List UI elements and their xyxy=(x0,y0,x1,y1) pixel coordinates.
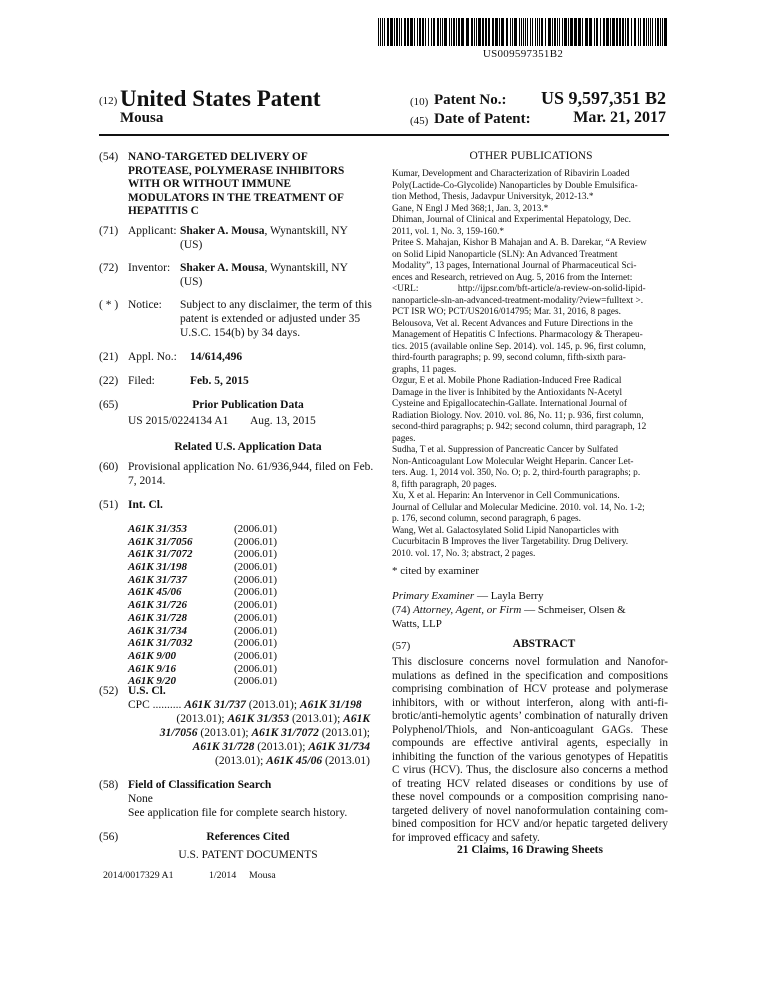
publication-line: Wang, Wet al. Galactosylated Solid Lipid Nanoparticles with xyxy=(392,525,619,536)
refs-heading: References Cited xyxy=(206,831,290,843)
int-cl-row xyxy=(128,548,368,561)
publication-line: Management of Hepatitis C Infections. Pharmacology & Therapeu- xyxy=(392,330,643,340)
int-cl-version: (2006.01) xyxy=(234,599,278,612)
barcode-bar xyxy=(514,18,517,46)
barcode-bar xyxy=(662,18,663,46)
barcode-bar xyxy=(655,18,656,46)
int-cl-row xyxy=(128,637,368,650)
barcode-bar xyxy=(478,18,481,46)
barcode-bar xyxy=(449,18,450,46)
publication-line: Pritee S. Mahajan, Kishor B Mahajan and A. B. Darekar, “A Review xyxy=(392,238,647,248)
barcode-bar xyxy=(485,18,487,46)
applicant-label: Applicant: xyxy=(128,225,177,237)
int-cl-row xyxy=(128,625,368,638)
us-cl-line-3: 31/7056 (2013.01); A61K 31/7072 (2013.01); xyxy=(159,727,370,739)
barcode-bar xyxy=(488,18,490,46)
int-cl-code-value: A61K 31/728 xyxy=(128,611,187,624)
patent-title-header: United States Patent xyxy=(120,86,321,111)
related-heading: Related U.S. Application Data xyxy=(174,441,322,453)
filed-code: (22) xyxy=(99,375,119,387)
filed-label: Filed: xyxy=(128,375,155,387)
barcode-bar xyxy=(382,18,383,46)
barcode-bar xyxy=(471,18,473,46)
barcode-bar xyxy=(612,18,615,46)
barcode-bar xyxy=(634,18,636,46)
int-cl-row xyxy=(128,663,368,676)
barcode-bar xyxy=(545,18,546,46)
int-cl-row xyxy=(128,536,368,549)
barcode-bar xyxy=(537,18,538,46)
barcode-bar xyxy=(557,18,558,46)
barcode-bar xyxy=(650,18,651,46)
int-cl-list xyxy=(128,523,368,688)
barcode-bar xyxy=(603,18,605,46)
primary-examiner: Primary Examiner — Layla Berry xyxy=(392,590,544,602)
patent-doc-number: 2014/0017329 A1 xyxy=(103,870,174,881)
barcode-bar xyxy=(596,18,598,46)
barcode-bar xyxy=(527,18,528,46)
barcode-bar xyxy=(660,18,661,46)
invention-title: NANO-TARGETED DELIVERY OF PROTEASE, POLYMERASE INHIBITORS WITH OR WITHOUT IMMUNE MODULATORS IN THE TREATMENT OF HEPATITIS C xyxy=(128,151,345,217)
cited-by-examiner: * cited by examiner xyxy=(392,565,480,577)
barcode-bar xyxy=(482,18,484,46)
barcode-bar xyxy=(437,18,439,46)
publication-line: second-third paragraphs; p. 942; second column, third paragraph, 12 xyxy=(392,422,647,432)
publication-line: Cysteine and Epigallocatechin-Gallate. International Journal of xyxy=(392,399,627,409)
publication-line: Xu, X et al. Heparin: An Intervenor in Cell Communications. xyxy=(392,491,620,501)
int-cl-version: (2006.01) xyxy=(234,561,278,574)
barcode-bar xyxy=(589,18,592,46)
header-inventor: Mousa xyxy=(120,110,164,126)
publication-line: Ozgur, E et al. Mobile Phone Radiation-Induced Free Radical xyxy=(392,376,622,386)
barcode-bar xyxy=(433,18,435,46)
publication-line: pages. xyxy=(392,433,416,444)
publication-line: Kumar, Development and Characterization of Ribavirin Loaded xyxy=(392,169,630,179)
barcode-bar xyxy=(444,18,447,46)
barcode-bar xyxy=(539,18,540,46)
barcode-bar xyxy=(492,18,494,46)
publication-line: Gane, N Engl J Med 368;1, Jan. 3, 2013.* xyxy=(392,203,549,214)
barcode-bar xyxy=(442,18,443,46)
inventor-code: (72) xyxy=(99,262,119,274)
filed-date: Feb. 5, 2015 xyxy=(190,375,249,387)
code-12: (12) xyxy=(99,95,118,107)
publication-line: PCT ISR WO; PCT/US2016/014795; Mar. 31, 2016, 8 pages. xyxy=(392,307,621,317)
int-cl-code: (51) xyxy=(99,499,119,511)
abstract-text: This disclosure concerns novel formulation and Nanofor-mulations as defined in the specification and compositions comprising combination of HCV protease and polymerase inhibitors, with or without interferon, along with anti-fi-brotic/anti-hemolytic agents’ combination of naturally driven Polyphenol/Thiols, and Non-anticoagulant GAGs. These compounds are effective antiviral agents, especially in inhibiting the function of the various genotypes of Hepatitis C virus (HCV). Thus, the disclosure also concerns a method of treating HCV related diseases or conditions by use of these novel compounds or a composition comprising nano-targeted delivery of novel nanoformulation containing com-bined composition for HCV and/or hepatic targeted delivery for improved efficacy and safety. xyxy=(392,656,668,844)
date-label: Date of Patent: xyxy=(434,111,531,127)
barcode-bar xyxy=(646,18,647,46)
barcode-bar xyxy=(476,18,477,46)
int-cl-row xyxy=(128,612,368,625)
barcode-bar xyxy=(417,18,418,46)
barcode-bar xyxy=(564,18,567,46)
prior-heading: Prior Publication Data xyxy=(192,399,304,411)
barcode-bar xyxy=(568,18,569,46)
int-cl-label: Int. Cl. xyxy=(128,499,163,511)
publication-line: Damage in the liver is Inhibited by the Antioxidants N-Acetyl xyxy=(392,387,623,398)
prior-date: Aug. 13, 2015 xyxy=(250,415,316,427)
barcode-bar xyxy=(664,18,667,46)
barcode xyxy=(378,18,668,46)
publication-line: Sudha, T et al. Suppression of Pancreatic Cancer by Sulfated xyxy=(392,445,619,455)
prior-code: (65) xyxy=(99,399,119,411)
publication-line: nanoparticle-sln-an-advanced-treatment-modality/?view=fulltext >. xyxy=(392,295,644,306)
title-code: (54) xyxy=(99,151,119,163)
publication-line: on Solid Lipid Nanoparticle (SLN): An Advanced Treatment xyxy=(392,249,618,260)
us-cl-line-1: CPC .......... A61K 31/737 (2013.01); A61K 31/198 xyxy=(128,699,362,711)
prior-pub: US 2015/0224134 A1 xyxy=(128,415,229,427)
publication-line: Modality”, 13 pages, International Journal of Pharmaceutical Sci- xyxy=(392,261,637,271)
appl-label: Appl. No.: xyxy=(128,351,177,363)
barcode-bar xyxy=(610,18,611,46)
header-rule xyxy=(99,134,669,136)
int-cl-version: (2006.01) xyxy=(234,611,278,624)
int-cl-code-value: A61K 45/06 xyxy=(128,586,182,599)
int-cl-version: (2006.01) xyxy=(234,649,278,662)
publication-line: ters. Aug. 1, 2014 vol. 350, No. O; p. 2, third-fourth paragraphs; p. xyxy=(392,468,641,478)
publication-line: <URL: http://ijpsr.com/bft-article/a-review-on-solid-lipid- xyxy=(392,284,646,294)
barcode-bar xyxy=(530,18,531,46)
int-cl-version: (2006.01) xyxy=(234,548,278,561)
barcode-bar xyxy=(657,18,659,46)
publication-line: 2011, vol. 1, No. 3, 159-160.* xyxy=(392,226,504,237)
publication-line: graphs, 11 pages. xyxy=(392,364,457,375)
barcode-bar xyxy=(541,18,543,46)
field-search-code: (58) xyxy=(99,779,119,791)
barcode-bar xyxy=(407,18,409,46)
int-cl-code-value: A61K 9/00 xyxy=(128,649,176,662)
int-cl-code-value: A61K 31/7056 xyxy=(128,535,193,548)
inventor-country: (US) xyxy=(180,276,203,288)
us-cl-label: U.S. Cl. xyxy=(128,685,166,697)
applicant-code: (71) xyxy=(99,225,119,237)
int-cl-row xyxy=(128,650,368,663)
barcode-bar xyxy=(652,18,653,46)
barcode-bar xyxy=(394,18,395,46)
barcode-bar xyxy=(440,18,441,46)
patent-no-label: Patent No.: xyxy=(434,92,507,108)
int-cl-version: (2006.01) xyxy=(234,535,278,548)
barcode-bar xyxy=(419,18,421,46)
publication-line: Journal of Cellular and Molecular Medicine. 2010. vol. 14, No. 1-2; xyxy=(392,502,645,513)
barcode-bar xyxy=(578,18,581,46)
int-cl-code-value: A61K 31/737 xyxy=(128,573,187,586)
int-cl-version: (2006.01) xyxy=(234,675,278,688)
publication-line: tics. 2015 (available online Sep. 2014). vol. 145, p. 96, first column, xyxy=(392,341,646,352)
barcode-bar xyxy=(458,18,460,46)
claims-summary: 21 Claims, 16 Drawing Sheets xyxy=(457,844,603,856)
barcode-bar xyxy=(627,18,629,46)
code-10: (10) xyxy=(410,96,429,108)
int-cl-code-value: A61K 31/198 xyxy=(128,561,187,574)
barcode-bar xyxy=(499,18,500,46)
int-cl-row xyxy=(128,561,368,574)
barcode-bar xyxy=(431,18,432,46)
code-45: (45) xyxy=(410,115,429,127)
notice-label: Notice: xyxy=(128,299,162,311)
abstract-heading: ABSTRACT xyxy=(512,638,576,650)
patent-date: Mar. 21, 2017 xyxy=(573,109,666,126)
barcode-bar xyxy=(461,18,464,46)
patent-number: US 9,597,351 B2 xyxy=(540,88,666,108)
applicant-value: Shaker A. Mousa, Wynantskill, NY xyxy=(180,225,348,237)
int-cl-code-value: A61K 9/20 xyxy=(128,675,176,688)
publication-line: third-fourth paragraphs; p. 99, second column, fifth-sixth para- xyxy=(392,353,626,363)
barcode-bar xyxy=(378,18,379,46)
attorney: (74) Attorney, Agent, or Firm — Schmeiser, Olsen & Watts, LLP xyxy=(392,604,626,630)
int-cl-version: (2006.01) xyxy=(234,662,278,675)
us-cl-code: (52) xyxy=(99,685,119,697)
barcode-bar xyxy=(456,18,457,46)
publication-line: 8, fifth paragraph, 20 pages. xyxy=(392,479,497,490)
barcode-bar xyxy=(562,18,563,46)
publication-line: Poly(Lactide-Co-Glycolide) Nanoparticles by Double Emulsifica- xyxy=(392,180,638,191)
barcode-bar xyxy=(396,18,398,46)
publication-line: Non-Anticoagulant Low Molecular Weight Heparin. Cancer Let- xyxy=(392,456,634,467)
inventor-value: Shaker A. Mousa, Wynantskill, NY xyxy=(180,262,348,274)
barcode-bar xyxy=(453,18,455,46)
barcode-bar xyxy=(640,18,641,46)
barcode-bar xyxy=(532,18,533,46)
patent-doc-name: Mousa xyxy=(249,870,276,881)
publication-line: ences and Research, retrieved on Aug. 5, 2016 from the Internet: xyxy=(392,272,633,283)
field-search-label: Field of Classification Search xyxy=(128,779,272,791)
applicant-country: (US) xyxy=(180,239,203,251)
barcode-bar xyxy=(523,18,524,46)
field-search-note: See application file for complete search history. xyxy=(128,807,348,819)
barcode-bar xyxy=(380,18,381,46)
barcode-bar xyxy=(594,18,595,46)
barcode-number: US009597351B2 xyxy=(482,48,564,60)
barcode-bar xyxy=(512,18,513,46)
barcode-bar xyxy=(525,18,526,46)
int-cl-version: (2006.01) xyxy=(234,586,278,599)
related-line-2: 7, 2014. xyxy=(128,475,166,487)
barcode-bar xyxy=(535,18,536,46)
us-cl-line-2: (2013.01); A61K 31/353 (2013.01); A61K xyxy=(176,713,370,725)
barcode-bar xyxy=(585,18,588,46)
barcode-bar xyxy=(428,18,429,46)
barcode-bar xyxy=(619,18,621,46)
field-search-none: None xyxy=(128,793,153,805)
barcode-bar xyxy=(519,18,520,46)
barcode-bar xyxy=(404,18,406,46)
barcode-bar xyxy=(401,18,402,46)
int-cl-version: (2006.01) xyxy=(234,573,278,586)
publication-line: Belousova, Vet al. Recent Advances and Future Directions in the xyxy=(392,318,633,329)
barcode-bar xyxy=(466,18,469,46)
barcode-bar xyxy=(548,18,551,46)
barcode-bar xyxy=(559,18,560,46)
barcode-bar xyxy=(474,18,475,46)
notice-line-1: Subject to any disclaimer, the term of this xyxy=(180,299,372,311)
barcode-bar xyxy=(521,18,522,46)
barcode-bar xyxy=(625,18,626,46)
publication-line: 2010. vol. 17, No. 3; abstract, 2 pages. xyxy=(392,548,536,559)
other-publications-list xyxy=(392,169,668,560)
barcode-bar xyxy=(425,18,426,46)
barcode-bar xyxy=(510,18,511,46)
barcode-bar xyxy=(643,18,645,46)
barcode-bar xyxy=(574,18,577,46)
barcode-bar xyxy=(506,18,508,46)
int-cl-row xyxy=(128,523,368,536)
int-cl-code-value: A61K 9/16 xyxy=(128,662,176,675)
publication-line: p. 176, second column, second paragraph, 6 pages. xyxy=(392,514,581,524)
barcode-bar xyxy=(582,18,583,46)
related-line-1: Provisional application No. 61/936,944, filed on Feb. xyxy=(128,461,374,473)
appl-number: 14/614,496 xyxy=(190,351,243,363)
barcode-bar xyxy=(422,18,424,46)
barcode-bar xyxy=(390,18,393,46)
publication-line: Cucurbitacin B Improves the liver Targetability. Drug Delivery. xyxy=(392,537,629,547)
patent-doc-date: 1/2014 xyxy=(209,870,237,881)
publication-line: Dhiman, Journal of Clinical and Experimental Hepatology, Dec. xyxy=(392,215,631,225)
refs-subheading: U.S. PATENT DOCUMENTS xyxy=(178,849,318,861)
int-cl-version: (2006.01) xyxy=(234,637,278,650)
int-cl-row xyxy=(128,574,368,587)
barcode-bar xyxy=(606,18,609,46)
barcode-bar xyxy=(554,18,556,46)
other-publications-heading: OTHER PUBLICATIONS xyxy=(469,150,593,162)
barcode-bar xyxy=(552,18,553,46)
int-cl-code-value: A61K 31/353 xyxy=(128,523,187,535)
barcode-bar xyxy=(451,18,452,46)
abstract-code: (57) xyxy=(392,640,411,652)
int-cl-version: (2006.01) xyxy=(234,523,278,535)
related-code: (60) xyxy=(99,461,119,473)
barcode-bar xyxy=(648,18,649,46)
barcode-bar xyxy=(495,18,498,46)
barcode-bar xyxy=(600,18,601,46)
notice-line-3: U.S.C. 154(b) by 34 days. xyxy=(180,327,301,339)
appl-code: (21) xyxy=(99,351,119,363)
int-cl-code-value: A61K 31/734 xyxy=(128,624,187,637)
publication-line: Radiation Biology. Nov. 2010. vol. 86, No. 11; p. 936, first column, xyxy=(392,410,644,421)
int-cl-code-value: A61K 31/7032 xyxy=(128,637,193,650)
barcode-bar xyxy=(570,18,573,46)
int-cl-code-value: A61K 31/7072 xyxy=(128,548,193,561)
barcode-bar xyxy=(384,18,385,46)
notice-code: ( * ) xyxy=(99,299,119,311)
barcode-bar xyxy=(622,18,624,46)
barcode-bar xyxy=(501,18,504,46)
int-cl-version: (2006.01) xyxy=(234,624,278,637)
barcode-bar xyxy=(410,18,413,46)
barcode-bar xyxy=(414,18,415,46)
us-cl-line-4: A61K 31/728 (2013.01); A61K 31/734 xyxy=(192,741,370,753)
barcode-bar xyxy=(631,18,632,46)
int-cl-row xyxy=(128,599,368,612)
inventor-label: Inventor: xyxy=(128,262,171,274)
refs-code: (56) xyxy=(99,831,119,843)
int-cl-row xyxy=(128,586,368,599)
notice-line-2: patent is extended or adjusted under 35 xyxy=(180,313,361,325)
barcode-bar xyxy=(399,18,400,46)
barcode-bar xyxy=(387,18,389,46)
barcode-bar xyxy=(616,18,618,46)
int-cl-code-value: A61K 31/726 xyxy=(128,599,187,612)
us-cl-line-5: (2013.01); A61K 45/06 (2013.01) xyxy=(215,755,370,767)
barcode-bar xyxy=(638,18,639,46)
publication-line: tion Method, Thesis, Jadavpur Universityk, 2012-13.* xyxy=(392,192,594,202)
